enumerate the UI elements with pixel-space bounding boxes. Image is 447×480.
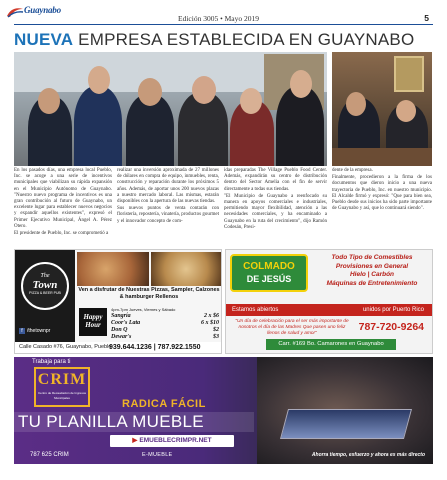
- paragraph: Finalmente, procedieron a la firma de los documentos que dieron inicio a una nueva trayectoria de Pueblo, Inc. en nuestro municipio. El Alcalde firmó y expresó: "Que para bien sea, Pueblo desde sus inicios ha sido parte importante de Guaynabo y así, que lo continuará siendo".: [332, 175, 432, 212]
- headline-accent: NUEVA: [14, 30, 74, 49]
- special-row: [111, 327, 219, 334]
- happy-hour-badge: Happy Hour: [79, 308, 107, 336]
- happy-hour-detail: [111, 307, 219, 341]
- the-town-ad[interactable]: [14, 249, 222, 354]
- paragraph: dente de la empresa.: [332, 168, 373, 173]
- head-2: [88, 66, 110, 94]
- facebook-icon: f: [19, 328, 25, 334]
- swoosh-icon: [6, 6, 24, 18]
- head-4: [192, 76, 216, 104]
- town-logo-town: Town: [32, 279, 58, 291]
- group-photo: [14, 52, 327, 166]
- header-rule: [14, 24, 433, 25]
- happy-hour-times: 4pm-7pm Jueves, Viernes y Sábado: [111, 307, 176, 312]
- town-facebook[interactable]: [19, 328, 50, 334]
- person-6: [276, 86, 324, 166]
- town-promo-text: Ven a disfrutar de Nuestras Pizzas, Sampler, Calzones & hamburger Rellenos: [78, 287, 220, 300]
- colmado-logo: [230, 254, 308, 292]
- publication-logo: [6, 4, 76, 24]
- paragraph: Sus nuevos puntos de venta contarán con floristería, repostería, vinatería, productos gourmet y el innovador concepto de com-: [117, 206, 219, 224]
- crim-logo: [34, 367, 90, 407]
- colmado-open-bar: [226, 304, 432, 316]
- tagline-line: Todo Tipo de Comestibles: [331, 254, 413, 261]
- arrow-icon: ▶: [132, 437, 138, 444]
- town-logo-the: The: [40, 273, 50, 279]
- food-photo-1: [77, 252, 149, 286]
- headline-rest: EMPRESA ESTABLECIDA EN GUAYNABO: [73, 30, 415, 49]
- signing-photo: [332, 52, 432, 166]
- tagline-line: Provisiones en General: [335, 262, 409, 270]
- crim-slogan: Ahorra tiempo, esfuerzo y ahora es más directo: [311, 452, 425, 458]
- crim-sign: RADICA FÁCIL: [122, 398, 206, 410]
- head-1: [38, 88, 60, 114]
- town-address: Calle Casado #76, Guaynabo, Pueblo: [19, 344, 112, 350]
- article-column-1: [14, 168, 112, 238]
- head-signing-1: [346, 92, 366, 116]
- crim-emueble: E-MUEBLE: [142, 452, 173, 458]
- crim-logo-sub: Centro de Recaudación de Ingresos Municipales: [37, 391, 87, 400]
- town-logo: [21, 262, 69, 310]
- table: [332, 148, 432, 166]
- colmado-ad[interactable]: [225, 249, 433, 354]
- special-row: [111, 320, 219, 327]
- special-item: Dewar's: [111, 334, 132, 340]
- tagline-line: Máquinas de Entretenimiento: [326, 279, 418, 287]
- special-price: 2 x $6: [204, 313, 219, 319]
- headline: [14, 30, 414, 50]
- town-logo-panel: [15, 250, 75, 342]
- article-column-2: [117, 168, 219, 226]
- special-price: 6 x $10: [201, 320, 219, 326]
- crim-top-text: Trabaja para ti: [32, 359, 71, 365]
- special-item: Don Q: [111, 327, 128, 333]
- paragraph: "El Municipio de Guaynabo a reenfocado su manera en apoyos comerciales e industriales, permitiendo mayor flexibilidad, atención a las necesidades comerciales, y ha encaminado a Guaynabo en la ruta del crecimiento", dijo Ramón Codesán, Presi-: [224, 193, 327, 230]
- head-5: [240, 88, 262, 114]
- special-row: [111, 313, 219, 320]
- crim-title: TU PLANILLA MUEBLE: [14, 412, 254, 432]
- colmado-logo-line1: COLMADO: [243, 261, 295, 272]
- special-item: Sangría: [111, 313, 131, 319]
- paragraph: En los pasados días, una empresa local Pueblo, Inc. se acoge a una serie de incentivos municipales que viabilizan su rápida expansión en el Municipio Autónomo de Guaynabo. "Nuestro nuevo programa de incentivos es una gran contribución al futuro de Guaynabo, un excelente lugar para establecer nuevos negocios y expandir aquellos existentes", expresó el Primer Ejecutivo Municipal, Ángel A. Pérez Otero.: [14, 168, 112, 229]
- laptop-graphic: [280, 409, 412, 439]
- colmado-address: Carr. #169 Bo. Camarones en Guaynabo: [266, 339, 396, 350]
- facebook-handle: /thetownpr: [27, 328, 51, 334]
- article-column-4: [332, 168, 432, 213]
- edition-label: Edición 3005 • Mayo 2019: [178, 14, 259, 23]
- special-price: $3: [213, 334, 219, 340]
- crim-ad[interactable]: [14, 357, 433, 464]
- colmado-slogan: "Un día de celebración para el ser más importante de nosotros el día de las Madres Que pasen uno feliz llenos de salud y amor": [235, 319, 349, 336]
- page-number: 5: [424, 13, 429, 23]
- paragraph: El presidente de Pueblo, Inc. se comprometió a: [14, 231, 109, 237]
- special-item: Coor's Lata: [111, 320, 141, 326]
- head-3: [138, 78, 162, 106]
- crim-url-text: EMUEBLECRIMPR.NET: [139, 437, 212, 444]
- crim-url-button[interactable]: [110, 435, 234, 447]
- portrait-frame: [394, 56, 424, 92]
- colmado-logo-line2: DE JESÚS: [246, 274, 292, 284]
- head-signing-2: [396, 100, 416, 122]
- logo-text: Guaynabo: [24, 5, 61, 15]
- crim-logo-letters: CRIM: [37, 371, 87, 388]
- colmado-phone[interactable]: 787-720-9264: [358, 321, 424, 333]
- open-label: Estamos abiertos: [232, 307, 279, 313]
- article-column-3: [224, 168, 327, 232]
- paragraph: idas preparadas The Village Pueblo Food Center. Además, expandirán su centro de distribución dentro del Sector Amelia con el fin de servir directamente a todas sus tiendas.: [224, 168, 327, 192]
- tagline-line: Hielo | Carbón: [349, 271, 395, 278]
- united-label: unidos por Puerto Rico: [362, 307, 424, 313]
- crim-phone[interactable]: 787 625 CRIM: [30, 452, 69, 458]
- special-price: $2: [213, 327, 219, 333]
- head-6: [290, 70, 312, 98]
- town-logo-sub: PIZZA & BEER PUB: [29, 291, 61, 295]
- town-contact-bar: [15, 342, 221, 353]
- town-phones[interactable]: 939.644.1236 | 787.922.1550: [109, 344, 201, 351]
- special-row: [111, 334, 219, 341]
- person-2: [74, 86, 122, 166]
- paragraph: realizar una inversión aproximada de 27 millones de dólares en compra de equipo, inmuebles, renta, construcción y reparación durante los próximos 5 años. Además, de aportar unos 200 nuevos plazas a nuestro mercado laboral. Las mismas, estarán disponibles con la apertura de las nuevas tiendas.: [117, 168, 219, 205]
- food-photo-2: [151, 252, 221, 286]
- colmado-tagline: [312, 254, 432, 288]
- page-header: [0, 0, 447, 26]
